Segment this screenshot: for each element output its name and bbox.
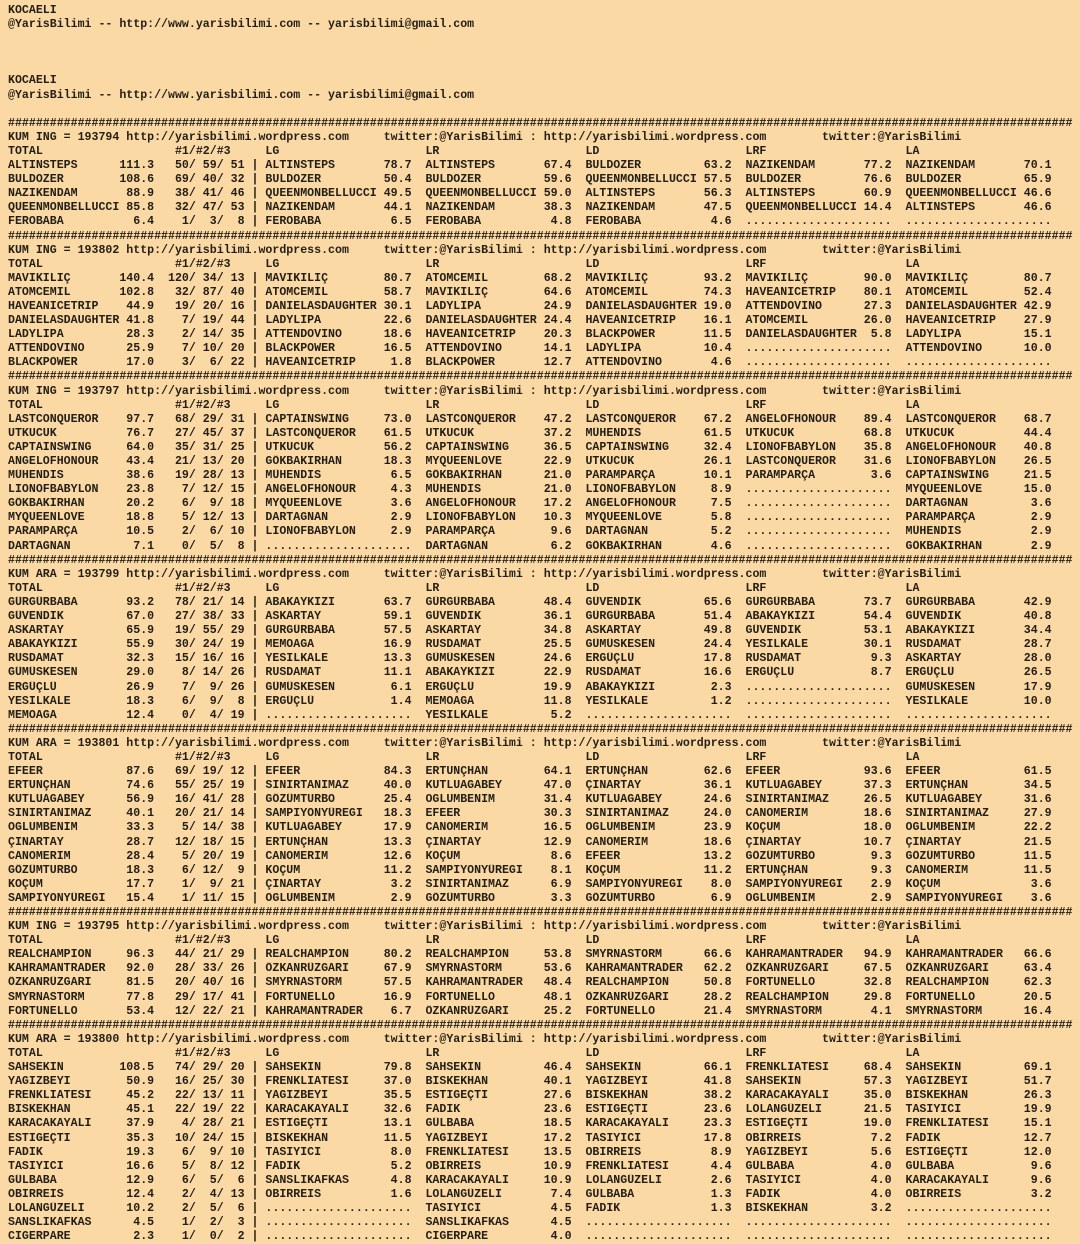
section-title: KUM ING = 193795 http://yarisbilimi.wordpress.com twitter:@YarisBilimi : http://yarisbilimi.wordpress.com twitter:@YarisBilimi	[8, 920, 962, 934]
table-row: FRENKLIATESI 45.2 22/ 13/ 11 | YAGIZBEYI 35.5 ESTIGEÇTI 27.6 BISKEKHAN 38.2 KARACAKAYALI 35.0 BISKEKHAN 26.3	[8, 1089, 1066, 1103]
table-row: UTKUCUK 76.7 27/ 45/ 37 | LASTCONQUEROR 61.5 UTKUCUK 37.2 MÜHENDIS 61.5 UTKUCUK 68.8 UTKUCUK 44.4	[8, 426, 1066, 440]
table-row: MEMOAGA 12.4 0/ 4/ 19 | ..................... YESILKALE 5.2 ..................... ..................... .....................	[8, 708, 1066, 722]
separator-line: #########################################################################################################################################################	[8, 722, 1073, 736]
section-193794	[8, 117, 1080, 230]
table-row: OGLUMBENIM 33.3 5/ 14/ 38 | KUTLUAGABEY 17.9 CANOMERIM 16.5 OGLUMBENIM 23.9 KOÇUM 18.0 OGLUMBENIM 22.2	[8, 821, 1066, 835]
column-header: TOTAL #1/#2/#3 LG LR LD LRF LA	[8, 1046, 920, 1060]
table-row: KOÇUM 17.7 1/ 9/ 21 | ÇINARTAY 3.2 SINIRTANIMAZ 6.9 SAMPIYONYÜREGI 8.0 SAMPIYONYÜREGI 2.9 KOÇUM 3.6	[8, 877, 1066, 891]
table-row: RUSDAMAT 32.3 15/ 16/ 16 | YESILKALE 13.3 GÜMÜSKESEN 24.6 ERGÜÇLÜ 17.8 RUSDAMAT 9.3 ASKARTAY 28.0	[8, 652, 1066, 666]
table-row: SANSLIKAFKAS 4.5 1/ 2/ 3 | ..................... SANSLIKAFKAS 4.5 ..................... ..................... .....................	[8, 1216, 1066, 1230]
column-header: TOTAL #1/#2/#3 LG LR LD LRF LA	[8, 750, 920, 764]
location-title: KOCAELI	[8, 4, 57, 17]
table-row: ESTIGEÇTI 35.3 10/ 24/ 15 | BISKEKHAN 11.5 YAGIZBEYI 17.2 TASIYICI 17.8 OBIRREIS 7.2 FADIK 12.7	[8, 1131, 1066, 1145]
blank-line	[8, 46, 1080, 60]
table-row: BULDOZER 108.6 69/ 40/ 32 | BULDOZER 50.4 BULDOZER 59.6 QUEENMONBELLUCCI 57.5 BULDOZER 76.6 BULDOZER 65.9	[8, 173, 1066, 187]
table-row: SAMPIYONYÜREGI 15.4 1/ 11/ 15 | OGLUMBENIM 2.9 GÖZÜMTURBO 3.3 GÖZÜMTURBO 6.9 OGLUMBENIM 2.9 SAMPIYONYÜREGI 3.6	[8, 891, 1066, 905]
byline: @YarisBilimi -- http://www.yarisbilimi.com -- yarisbilimi@gmail.com	[8, 18, 475, 32]
separator-line: #########################################################################################################################################################	[8, 116, 1073, 130]
table-row: ASKARTAY 65.9 19/ 55/ 29 | GÜRGÜRBABA 57.5 ASKARTAY 34.8 ASKARTAY 49.8 GÜVENDIK 53.1 ABAKAYKIZI 34.4	[8, 624, 1066, 638]
byline-repeat: @YarisBilimi -- http://www.yarisbilimi.com -- yarisbilimi@gmail.com	[8, 88, 475, 102]
section-title: KUM ING = 193802 http://yarisbilimi.wordpress.com twitter:@YarisBilimi : http://yarisbilimi.wordpress.com twitter:@YarisBilimi	[8, 243, 962, 257]
blank-line	[8, 32, 1080, 46]
table-row: KUTLUAGABEY 56.9 16/ 41/ 28 | GÖZÜMTURBO 25.4 OGLUMBENIM 31.4 KUTLUAGABEY 24.6 SINIRTANIMAZ 26.5 KUTLUAGABEY 31.6	[8, 793, 1066, 807]
table-row: GÖZÜMTURBO 18.3 6/ 12/ 9 | KOÇUM 11.2 SAMPIYONYÜREGI 8.1 KOÇUM 11.2 ERTUNÇHAN 9.3 CANOMERIM 11.5	[8, 863, 1066, 877]
section-193800	[8, 1019, 1080, 1244]
section-193795	[8, 906, 1080, 1019]
section-193797	[8, 370, 1080, 553]
column-header: TOTAL #1/#2/#3 LG LR LD LRF LA	[8, 934, 920, 948]
section-193799	[8, 554, 1080, 723]
section-title: KUM ING = 193794 http://yarisbilimi.wordpress.com twitter:@YarisBilimi : http://yarisbilimi.wordpress.com twitter:@YarisBilimi	[8, 130, 962, 144]
table-row: MÜHENDIS 38.6 19/ 28/ 13 | MÜHENDIS 6.5 GÖKBAKIRHAN 21.0 PARAMPARÇA 10.1 PARAMPARÇA 3.6 CAPTAINSWING 21.5	[8, 469, 1066, 483]
column-header: TOTAL #1/#2/#3 LG LR LD LRF LA	[8, 398, 920, 412]
table-row: FORTUNELLO 53.4 12/ 22/ 21 | KAHRAMANTRADER 6.7 ÖZKANRÜZGARI 25.2 FORTUNELLO 21.4 SMYRNASTORM 4.1 SMYRNASTORM 16.4	[8, 1004, 1066, 1018]
separator-line: #########################################################################################################################################################	[8, 370, 1073, 384]
table-row: ABAKAYKIZI 55.9 30/ 24/ 19 | MEMOAGA 16.9 RUSDAMAT 25.5 GÜMÜSKESEN 24.4 YESILKALE 30.1 RUSDAMAT 28.7	[8, 638, 1066, 652]
table-row: FEROBABA 6.4 1/ 3/ 8 | FEROBABA 6.5 FEROBABA 4.8 FEROBABA 4.6 ..................... .....................	[8, 215, 1066, 229]
section-title: KUM ARA = 193801 http://yarisbilimi.wordpress.com twitter:@YarisBilimi : http://yarisbilimi.wordpress.com twitter:@YarisBilimi	[8, 736, 962, 750]
table-row: DANIELASDAUGHTER 41.8 7/ 19/ 44 | LADYLIPA 22.6 DANIELASDAUGHTER 24.4 HAVEANICETRIP 16.1 ATOMCEMIL 26.0 HAVEANICETRIP 27.9	[8, 314, 1066, 328]
table-row: ÇINARTAY 28.7 12/ 18/ 15 | ERTUNÇHAN 13.3 ÇINARTAY 12.9 CANOMERIM 18.6 ÇINARTAY 10.7 ÇINARTAY 21.5	[8, 835, 1066, 849]
table-row: QUEENMONBELLUCCI 85.8 32/ 47/ 53 | NAZIKENDAM 44.1 NAZIKENDAM 38.3 NAZIKENDAM 47.5 QUEENMONBELLUCCI 14.4 ALTINSTEPS 46.6	[8, 201, 1066, 215]
table-row: SMYRNASTORM 77.8 29/ 17/ 41 | FORTUNELLO 16.9 FORTUNELLO 48.1 ÖZKANRÜZGARI 28.2 REALCHAMPION 29.8 FORTUNELLO 20.5	[8, 990, 1066, 1004]
separator-line: #########################################################################################################################################################	[8, 553, 1073, 567]
separator-line: #########################################################################################################################################################	[8, 906, 1073, 919]
table-row: CAPTAINSWING 64.0 35/ 31/ 25 | UTKUCUK 56.2 CAPTAINSWING 36.5 CAPTAINSWING 32.4 LIONOFBABYLON 35.8 ANGELOFHONOUR 40.8	[8, 440, 1066, 454]
table-row: ALTINSTEPS 111.3 50/ 59/ 51 | ALTINSTEPS 78.7 ALTINSTEPS 67.4 BULDOZER 63.2 NAZIKENDAM 77.2 NAZIKENDAM 70.1	[8, 159, 1066, 173]
table-row: FADIK 19.3 6/ 9/ 10 | TASIYICI 8.0 FRENKLIATESI 13.5 OBIRREIS 8.9 YAGIZBEYI 5.6 ESTIGEÇTI 12.0	[8, 1145, 1066, 1159]
table-row: ERGÜÇLÜ 26.9 7/ 9/ 26 | GÜMÜSKESEN 6.1 ERGÜÇLÜ 19.9 ABAKAYKIZI 2.3 ..................... GÜMÜSKESEN 17.9	[8, 680, 1066, 694]
table-row: EFEER 87.6 69/ 19/ 12 | EFEER 84.3 ERTUNÇHAN 64.1 ERTUNÇHAN 62.6 EFEER 93.6 EFEER 61.5	[8, 765, 1066, 779]
table-row: ERTUNÇHAN 74.6 55/ 25/ 19 | SINIRTANIMAZ 40.0 KUTLUAGABEY 47.0 ÇINARTAY 36.1 KUTLUAGABEY 37.3 ERTUNÇHAN 34.5	[8, 779, 1066, 793]
table-row: LASTCONQUEROR 97.7 68/ 29/ 31 | CAPTAINSWING 73.0 LASTCONQUEROR 47.2 LASTCONQUEROR 67.2 ANGELOFHONOUR 89.4 LASTCONQUEROR 68.7	[8, 412, 1066, 426]
table-row: LIONOFBABYLON 23.8 7/ 12/ 15 | ANGELOFHONOUR 4.3 MÜHENDIS 21.0 LIONOFBABYLON 8.9 ..................... MYQUEENLOVE 15.0	[8, 483, 1066, 497]
table-row: ATOMCEMIL 102.8 32/ 87/ 40 | ATOMCEMIL 58.7 MAVIKILIÇ 64.6 ATOMCEMIL 74.3 HAVEANICETRIP 80.1 ATOMCEMIL 52.4	[8, 285, 1066, 299]
table-row: GÜMÜSKESEN 29.0 8/ 14/ 26 | RUSDAMAT 11.1 ABAKAYKIZI 22.9 RUSDAMAT 16.6 ERGÜÇLÜ 8.7 ERGÜÇLÜ 26.5	[8, 666, 1066, 680]
table-row: HAVEANICETRIP 44.9 19/ 20/ 16 | DANIELASDAUGHTER 30.1 LADYLIPA 24.9 DANIELASDAUGHTER 19.0 ATTENDOVINO 27.3 DANIELASDAUGHTER 42.9	[8, 299, 1066, 313]
separator-line: #########################################################################################################################################################	[8, 229, 1073, 243]
table-row: ATTENDOVINO 25.9 7/ 10/ 20 | BLACKPOWER 16.5 ATTENDOVINO 14.1 LADYLIPA 10.4 ..................... ATTENDOVINO 10.0	[8, 342, 1066, 356]
table-row: TASIYICI 16.6 5/ 8/ 12 | FADIK 5.2 OBIRREIS 10.9 FRENKLIATESI 4.4 GÜLBABA 4.0 GÜLBABA 9.6	[8, 1159, 1066, 1173]
table-row: NAZIKENDAM 88.9 38/ 41/ 46 | QUEENMONBELLUCCI 49.5 QUEENMONBELLUCCI 59.0 ALTINSTEPS 56.3 ALTINSTEPS 60.9 QUEENMONBELLUCCI 46.6	[8, 187, 1066, 201]
table-row: DARTAGNAN 7.1 0/ 5/ 8 | ..................... DARTAGNAN 6.2 GÖKBAKIRHAN 4.6 ..................... GÖKBAKIRHAN 2.9	[8, 539, 1066, 553]
table-row: OBIRREIS 12.4 2/ 4/ 13 | OBIRREIS 1.6 LOLANGÜZELI 7.4 GÜLBABA 1.3 FADIK 4.0 OBIRREIS 3.2	[8, 1187, 1066, 1201]
section-title: KUM ING = 193797 http://yarisbilimi.wordpress.com twitter:@YarisBilimi : http://yarisbilimi.wordpress.com twitter:@YarisBilimi	[8, 384, 962, 398]
table-row: SAHSEKIN 108.5 74/ 29/ 20 | SAHSEKIN 79.8 SAHSEKIN 46.4 SAHSEKIN 66.1 FRENKLIATESI 68.4 SAHSEKIN 69.1	[8, 1061, 1066, 1075]
table-row: MYQUEENLOVE 18.8 5/ 12/ 13 | DARTAGNAN 2.9 LIONOFBABYLON 10.3 MYQUEENLOVE 5.8 ..................... PARAMPARÇA 2.9	[8, 511, 1066, 525]
table-row: GÜVENDIK 67.0 27/ 38/ 33 | ASKARTAY 59.1 GÜVENDIK 36.1 GÜRGÜRBABA 51.4 ABAKAYKIZI 54.4 GÜVENDIK 40.8	[8, 610, 1066, 624]
table-row: ANGELOFHONOUR 43.4 21/ 13/ 20 | GÖKBAKIRHAN 18.3 MYQUEENLOVE 22.9 UTKUCUK 26.1 LASTCONQUEROR 31.6 LIONOFBABYLON 26.5	[8, 455, 1066, 468]
table-row: BLACKPOWER 17.0 3/ 6/ 22 | HAVEANICETRIP 1.8 BLACKPOWER 12.7 ATTENDOVINO 4.6 ..................... .....................	[8, 356, 1066, 370]
location-title-repeat: KOCAELI	[8, 74, 57, 88]
table-row: GÜLBABA 12.9 6/ 5/ 6 | SANSLIKAFKAS 4.8 KARACAKAYALI 10.9 LOLANGÜZELI 2.6 TASIYICI 4.0 KARACAKAYALI 9.6	[8, 1173, 1066, 1187]
race-sections	[8, 117, 1080, 1244]
table-row: LADYLIPA 28.3 2/ 14/ 35 | ATTENDOVINO 18.6 HAVEANICETRIP 20.3 BLACKPOWER 11.5 DANIELASDAUGHTER 5.8 LADYLIPA 15.1	[8, 328, 1066, 342]
separator-line: #########################################################################################################################################################	[8, 1018, 1073, 1032]
table-row: YESILKALE 18.3 6/ 9/ 8 | ERGÜÇLÜ 1.4 MEMOAGA 11.8 YESILKALE 1.2 ..................... YESILKALE 10.0	[8, 694, 1066, 708]
table-row: MAVIKILIÇ 140.4 120/ 34/ 13 | MAVIKILIÇ 80.7 ATOMCEMIL 68.2 MAVIKILIÇ 93.2 MAVIKILIÇ 90.0 MAVIKILIÇ 80.7	[8, 271, 1066, 285]
section-193802	[8, 230, 1080, 371]
table-row: KAHRAMANTRADER 92.0 28/ 33/ 26 | ÖZKANRÜZGARI 67.9 SMYRNASTORM 53.6 KAHRAMANTRADER 62.2 ÖZKANRÜZGARI 67.5 ÖZKANRÜZGARI 63.4	[8, 962, 1066, 976]
column-header: TOTAL #1/#2/#3 LG LR LD LRF LA	[8, 144, 920, 158]
column-header: TOTAL #1/#2/#3 LG LR LD LRF LA	[8, 581, 920, 595]
table-row: GÖKBAKIRHAN 20.2 6/ 9/ 18 | MYQUEENLOVE 3.6 ANGELOFHONOUR 17.2 ANGELOFHONOUR 7.5 ..................... DARTAGNAN 3.6	[8, 497, 1066, 511]
section-title: KUM ARA = 193800 http://yarisbilimi.wordpress.com twitter:@YarisBilimi : http://yarisbilimi.wordpress.com twitter:@YarisBilimi	[8, 1032, 962, 1046]
blank-line	[8, 103, 1080, 117]
table-row: ÖZKANRÜZGARI 81.5 20/ 40/ 16 | SMYRNASTORM 57.5 KAHRAMANTRADER 48.4 REALCHAMPION 50.8 FORTUNELLO 32.8 REALCHAMPION 62.3	[8, 976, 1066, 990]
table-row: REALCHAMPION 96.3 44/ 21/ 29 | REALCHAMPION 80.2 REALCHAMPION 53.8 SMYRNASTORM 66.6 KAHRAMANTRADER 94.9 KAHRAMANTRADER 66.6	[8, 948, 1066, 962]
table-row: CANOMERIM 28.4 5/ 20/ 19 | CANOMERIM 12.6 KOÇUM 8.6 EFEER 13.2 GÖZÜMTURBO 9.3 GÖZÜMTURBO 11.5	[8, 849, 1066, 863]
column-header: TOTAL #1/#2/#3 LG LR LD LRF LA	[8, 257, 920, 271]
section-title: KUM ARA = 193799 http://yarisbilimi.wordpress.com twitter:@YarisBilimi : http://yarisbilimi.wordpress.com twitter:@YarisBilimi	[8, 567, 962, 581]
table-row: LOLANGÜZELI 10.2 2/ 5/ 6 | ..................... TASIYICI 4.5 FADIK 1.3 BISKEKHAN 3.2 .....................	[8, 1201, 1066, 1215]
table-row: BISKEKHAN 45.1 22/ 19/ 22 | KARACAKAYALI 32.6 FADIK 23.6 ESTIGEÇTI 23.6 LOLANGÜZELI 21.5 TASIYICI 19.9	[8, 1103, 1066, 1117]
table-row: PARAMPARÇA 10.5 2/ 6/ 10 | LIONOFBABYLON 2.9 PARAMPARÇA 9.6 DARTAGNAN 5.2 ..................... MÜHENDIS 2.9	[8, 525, 1066, 539]
table-row: GÜRGÜRBABA 93.2 78/ 21/ 14 | ABAKAYKIZI 63.7 GÜRGÜRBABA 48.4 GÜVENDIK 65.6 GÜRGÜRBABA 73.7 GÜRGÜRBABA 42.9	[8, 595, 1066, 609]
blank-line	[8, 60, 1080, 74]
section-193801	[8, 723, 1080, 906]
table-row: YAGIZBEYI 50.9 16/ 25/ 30 | FRENKLIATESI 37.0 BISKEKHAN 40.1 YAGIZBEYI 41.8 SAHSEKIN 57.3 YAGIZBEYI 51.7	[8, 1075, 1066, 1089]
table-row: CIGERPARE 2.3 1/ 0/ 2 | ..................... CIGERPARE 4.0 ..................... ..................... .....................	[8, 1230, 1066, 1244]
terminal-output	[8, 4, 1080, 1244]
table-row: SINIRTANIMAZ 40.1 20/ 21/ 14 | SAMPIYONYÜREGI 18.3 EFEER 30.3 SINIRTANIMAZ 24.0 CANOMERIM 18.6 SINIRTANIMAZ 27.9	[8, 807, 1066, 821]
table-row: KARACAKAYALI 37.9 4/ 28/ 21 | ESTIGEÇTI 13.1 GÜLBABA 18.5 KARACAKAYALI 23.3 ESTIGEÇTI 19.0 FRENKLIATESI 15.1	[8, 1117, 1066, 1131]
